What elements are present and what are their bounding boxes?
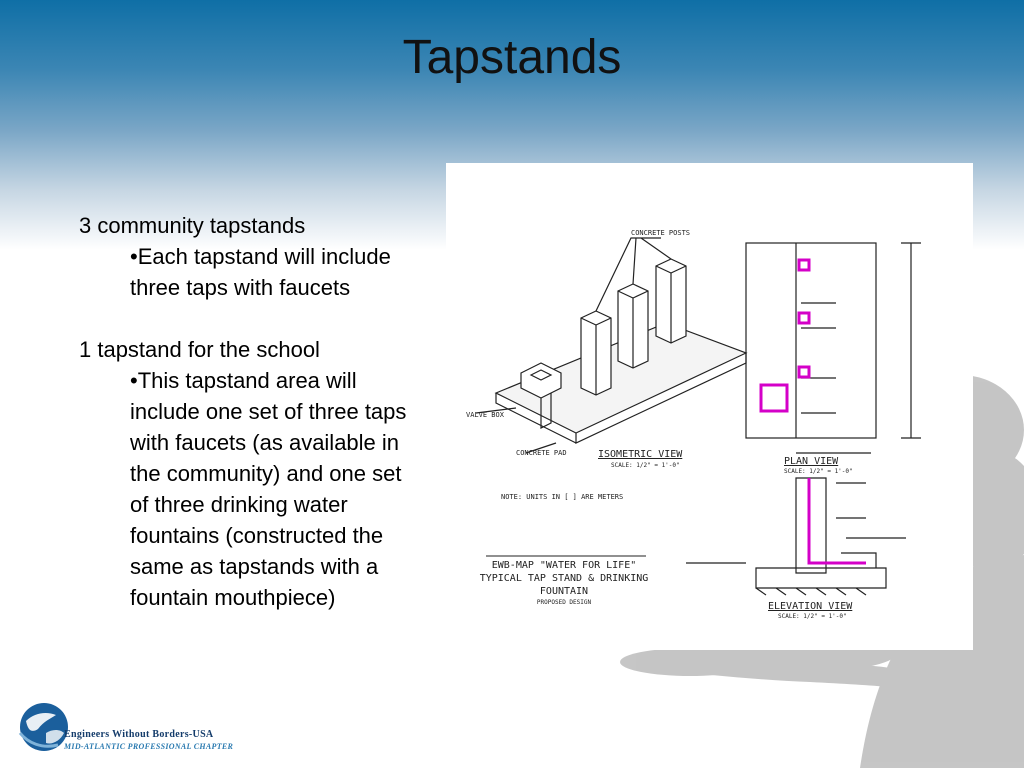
label-isometric-view: ISOMETRIC VIEW [598,449,683,460]
logo-org-name: Engineers Without Borders-USA [64,729,214,740]
bullet-level2: •This tapstand area will include one set of three taps with faucets (as available in the community) and one set of three drinking water fountains (constructed the same as tapstands with a fountain mouthpiece) [130,368,407,610]
title-block-line3: FOUNTAIN [539,586,589,597]
title-block-line2: TYPICAL TAP STAND & DRINKING [479,573,649,584]
label-units-note: NOTE: UNITS IN [ ] ARE METERS [501,493,624,501]
bullet-level1: 3 community tapstands [79,213,306,238]
bullet-level2: •Each tapstand will include three taps with faucets [130,244,391,300]
slide-title: Tapstands [402,31,622,84]
title-block-line4: PROPOSED DESIGN [536,599,592,606]
label-elevation-view: ELEVATION VIEW [768,601,853,612]
label-isometric-scale: SCALE: 1/2" = 1'-0" [611,462,680,469]
label-valve-box: VALVE BOX [466,411,504,419]
label-concrete-posts: CONCRETE POSTS [631,229,691,237]
bullet-level1: 1 tapstand for the school [79,337,320,362]
slide-body [79,210,419,613]
label-elevation-scale: SCALE: 1/2" = 1'-0" [778,613,847,620]
label-plan-view: PLAN VIEW [784,456,839,467]
tapstand-drawing [446,163,973,650]
logo-chapter-name: MID-ATLANTIC PROFESSIONAL CHAPTER [64,742,234,751]
label-concrete-pad: CONCRETE PAD [516,449,567,457]
label-plan-scale: SCALE: 1/2" = 1'-0" [784,468,853,475]
title-block-line1: EWB-MAP "WATER FOR LIFE" [491,560,637,571]
